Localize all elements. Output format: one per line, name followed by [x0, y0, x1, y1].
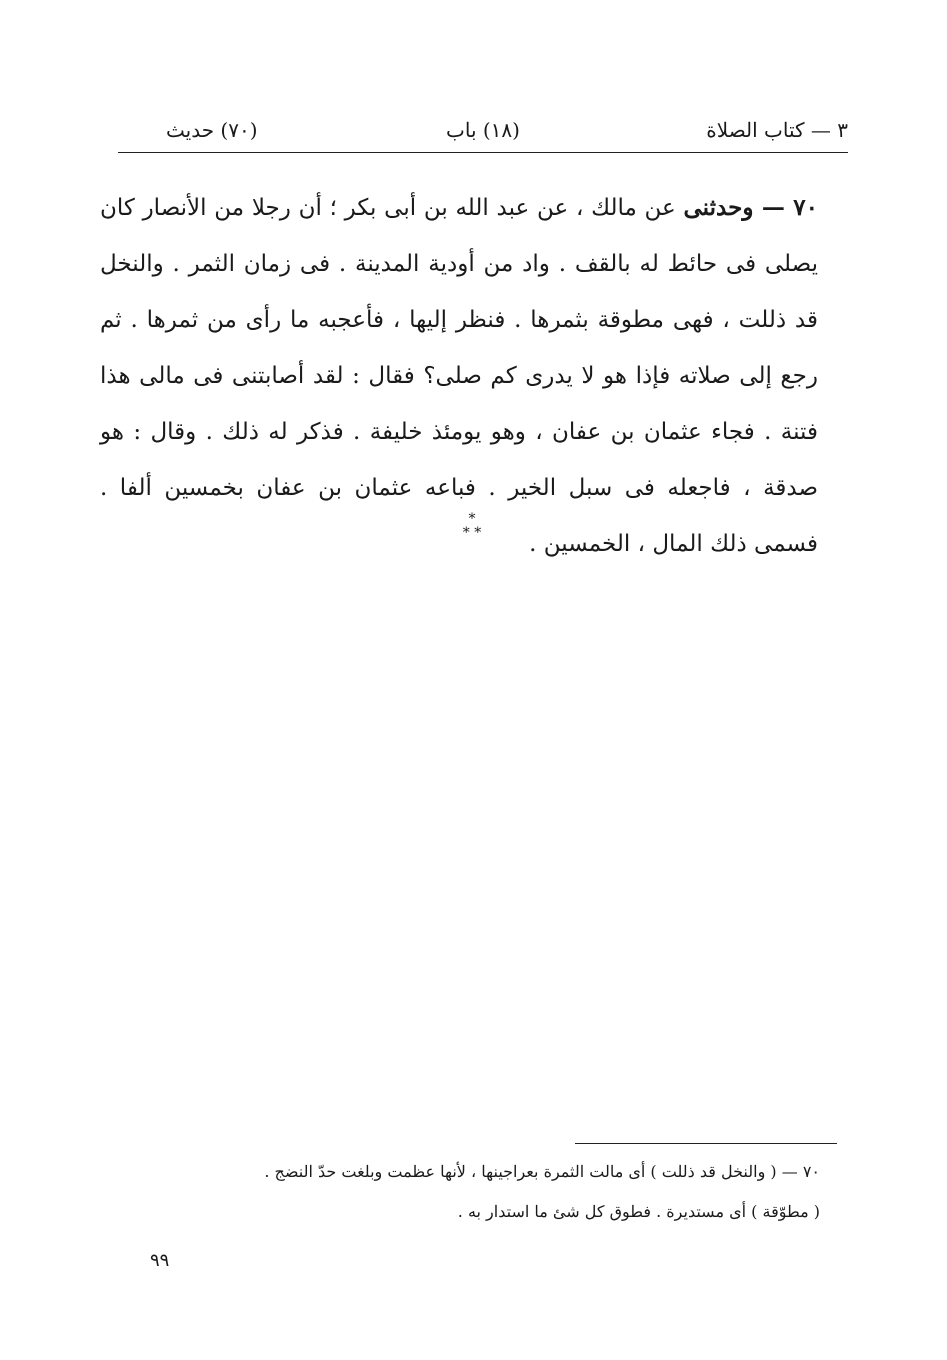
hadith-label: (٧٠) حديث	[166, 118, 258, 142]
running-header	[118, 112, 848, 148]
hadith-body: عن مالك ، عن عبد الله بن أبى بكر ؛ أن رجلا من الأنصار كان يصلى فى حائط له بالقف . واد من أودية المدينة . فى زمان الثمر . والنخل قد ذللت ، فهى مطوقة بثمرها . فنظر إليها ، فأعجبه ما رأى من ثمرها . ثم رجع إلى صلاته فإذا هو لا يدرى كم صلى؟ فقال : لقد أصابتنى فى مالى هذا فتنة . فجاء عثمان بن عفان ، وهو يومئذ خليفة . فذكر له ذلك . وقال : هو صدقة ، فاجعله فى سبل الخير . فباعه عثمان بن عفان بخمسين ألفا . فسمى ذلك المال ، الخمسين .	[100, 195, 818, 557]
footnote-rule	[575, 1143, 837, 1144]
chapter-label: (١٨) باب	[446, 118, 520, 142]
footnote-line: ٧٠ — ( والنخل قد ذللت ) أى مالت الثمرة بعراجينها ، لأنها عظمت وبلغت حدّ النضج .	[264, 1162, 820, 1181]
book-title: ٣ — كتاب الصلاة	[706, 118, 848, 142]
footnote-line: ( مطوّقة ) أى مستديرة . فطوق كل شئ ما استدار به .	[457, 1202, 820, 1221]
separator-top-star: *	[468, 511, 476, 527]
section-separator	[452, 512, 492, 542]
header-rule	[118, 152, 848, 153]
hadith-number-lead: ٧٠ — وحدثنى	[683, 194, 818, 221]
separator-bottom-stars: * *	[462, 525, 482, 541]
page-number: ٩٩	[150, 1250, 170, 1271]
footnotes	[200, 1152, 820, 1232]
